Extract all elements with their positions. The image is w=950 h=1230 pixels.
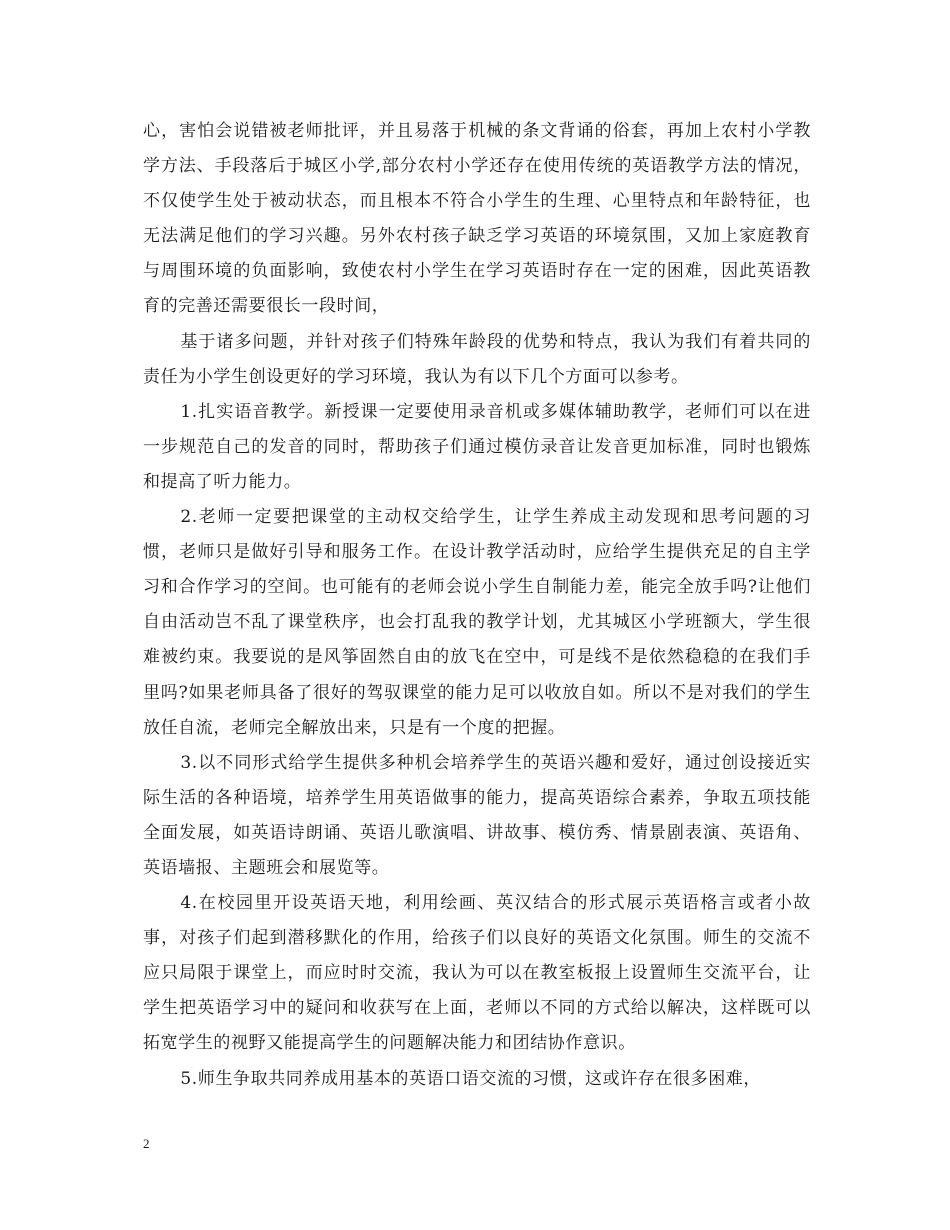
- paragraph-point-4: 4.在校园里开设英语天地，利用绘画、英汉结合的形式展示英语格言或者小故事，对孩子们起到潜移默化的作用，给孩子们以良好的英语文化氛围。师生的交流不应只局限于课堂上，而应时时交流，我认为可以在教室板报上设置师生交流平台，让学生把英语学习中的疑问和收获写在上面，老师以不同的方式给以解决，这样既可以拓宽学生的视野又能提高学生的问题解决能力和团结协作意识。: [143, 893, 811, 1054]
- document-body: [143, 114, 811, 1097]
- paragraph-intro: 基于诸多问题，并针对孩子们特殊年龄段的优势和特点，我认为我们有着共同的责任为小学生创设更好的学习环境，我认为有以下几个方面可以参考。: [143, 331, 811, 387]
- paragraph-point-2: 2.老师一定要把课堂的主动权交给学生，让学生养成主动发现和思考问题的习惯，老师只是做好引导和服务工作。在设计教学活动时，应给学生提供充足的自主学习和合作学习的空间。也可能有的老师会说小学生自制能力差，能完全放手吗?让他们自由活动岂不乱了课堂秩序，也会打乱我的教学计划，尤其城区小学班额大，学生很难被约束。我要说的是风筝固然自由的放飞在空中，可是线不是依然稳稳的在我们手里吗?如果老师具备了很好的驾驭课堂的能力足可以收放自如。所以不是对我们的学生放任自流，老师完全解放出来，只是有一个度的把握。: [143, 507, 811, 738]
- paragraph-point-5: 5.师生争取共同养成用基本的英语口语交流的习惯，这或许存在很多困难，: [180, 1068, 762, 1089]
- page-number: 2: [143, 1136, 150, 1151]
- paragraph-point-1: 1.扎实语音教学。新授课一定要使用录音机或多媒体辅助教学，老师们可以在进一步规范自己的发音的同时，帮助孩子们通过模仿录音让发音更加标准，同时也锻炼和提高了听力能力。: [143, 401, 811, 492]
- paragraph-point-3: 3.以不同形式给学生提供多种机会培养学生的英语兴趣和爱好，通过创设接近实际生活的各种语境，培养学生用英语做事的能力，提高英语综合素养，争取五项技能全面发展，如英语诗朗诵、英语儿歌演唱、讲故事、模仿秀、情景剧表演、英语角、英语墙报、主题班会和展览等。: [143, 752, 811, 878]
- paragraph-continuation: 心，害怕会说错被老师批评，并且易落于机械的条文背诵的俗套，再加上农村小学教学方法、手段落后于城区小学,部分农村小学还存在使用传统的英语教学方法的情况，不仅使学生处于被动状态，而且根本不符合小学生的生理、心里特点和年龄特征，也无法满足他们的学习兴趣。另外农村孩子缺乏学习英语的环境氛围，又加上家庭教育与周围环境的负面影响，致使农村小学生在学习英语时存在一定的困难，因此英语教育的完善还需要很长一段时间，: [143, 121, 811, 317]
